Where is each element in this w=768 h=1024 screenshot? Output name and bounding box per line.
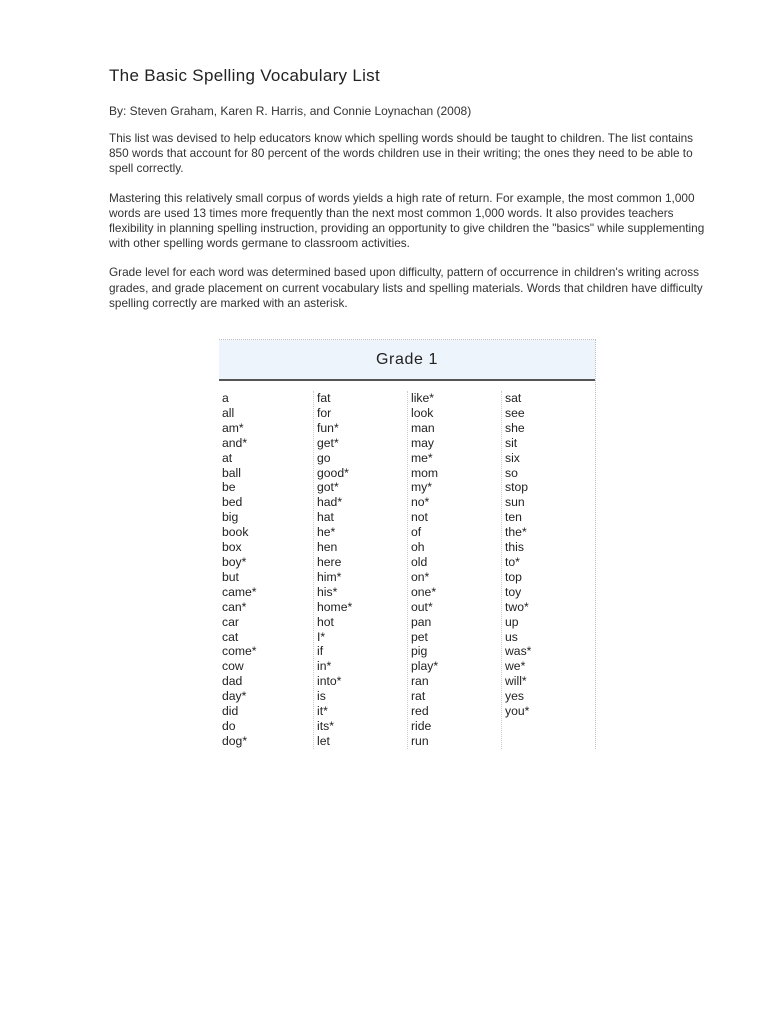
word-cell: here	[317, 554, 342, 569]
word-column	[313, 391, 407, 749]
byline: By: Steven Graham, Karen R. Harris, and Connie Loynachan (2008)	[109, 104, 472, 118]
word-cell: to*	[505, 554, 520, 569]
document-body	[109, 66, 709, 323]
word-cell: six	[505, 450, 520, 465]
word-cell: and*	[222, 435, 248, 450]
word-cell: hat	[317, 510, 334, 525]
word-cell: bed	[222, 495, 243, 510]
word-cell: dad	[222, 674, 243, 689]
word-cell: good*	[317, 465, 349, 480]
word-cell: out*	[411, 599, 433, 614]
word-cell: pet	[411, 629, 428, 644]
word-cell: can*	[222, 599, 247, 614]
word-cell: in*	[317, 659, 332, 674]
word-cell: boy*	[222, 554, 247, 569]
word-column	[219, 391, 313, 749]
word-cell: one*	[411, 584, 437, 599]
word-cell: look	[411, 405, 434, 420]
word-cell: got*	[317, 480, 339, 495]
word-cell: we*	[505, 659, 526, 674]
word-cell: big	[222, 510, 239, 525]
word-cell: cat	[222, 629, 239, 644]
word-cell: him*	[317, 569, 342, 584]
word-cell: fun*	[317, 420, 339, 435]
word-cell: rat	[411, 689, 426, 704]
word-cell: be	[222, 480, 236, 495]
word-cell: car	[222, 614, 239, 629]
intro-paragraph-2: Mastering this relatively small corpus of words yields a high rate of return. For example, the most common 1,000 words are used 13 times more frequently than the next most common 1,000 words. It also provides teachers flexibility in planning spelling instruction, providing an opportunity to give children the "basics" while supplementing with other spelling words germane to classroom activities.	[109, 190, 705, 251]
word-cell: cow	[222, 659, 244, 674]
word-cell: go	[317, 450, 331, 465]
word-cell: man	[411, 420, 435, 435]
word-cell: two*	[505, 599, 529, 614]
word-cell: if	[317, 644, 324, 659]
word-cell: box	[222, 540, 242, 555]
word-cell: I*	[317, 629, 326, 644]
word-cell: toy	[505, 584, 522, 599]
word-cell: us	[505, 629, 518, 644]
word-cell: it*	[317, 704, 328, 719]
word-cell: red	[411, 704, 429, 719]
word-cell: not	[411, 510, 428, 525]
word-cell: had*	[317, 495, 343, 510]
word-cell: see	[505, 405, 525, 420]
intro-paragraph-1: This list was devised to help educators know which spelling words should be taught to children. The list contains 850 words that account for 80 percent of the words children use in their writing; the ones they need to be able to spell correctly.	[109, 131, 694, 176]
word-cell: but	[222, 569, 239, 584]
word-cell: ten	[505, 510, 522, 525]
word-cell: pan	[411, 614, 432, 629]
intro-paragraph-3: Grade level for each word was determined based upon difficulty, pattern of occurrence in children's writing across grades, and grade placement on current vocabulary lists and spelling materials. Words that children have difficulty spelling correctly are marked with an asterisk.	[109, 265, 703, 310]
word-cell: a	[222, 391, 229, 405]
word-cell: for	[317, 405, 332, 420]
word-cell: old	[411, 554, 428, 569]
word-cell: ball	[222, 465, 241, 480]
word-cell: you*	[505, 704, 530, 719]
word-cell: hen	[317, 540, 338, 555]
word-cell: dog*	[222, 733, 248, 748]
word-cell: mom	[411, 465, 439, 480]
word-cell: no*	[411, 495, 430, 510]
word-column	[407, 391, 501, 749]
word-cell: yes	[505, 689, 524, 704]
word-cell: my*	[411, 480, 432, 495]
word-cell: up	[505, 614, 519, 629]
word-cell: book	[222, 525, 249, 540]
word-cell: come*	[222, 644, 257, 659]
table-heading	[219, 340, 595, 381]
word-cell: top	[505, 569, 522, 584]
word-cell: sat	[505, 391, 522, 405]
word-cell: me*	[411, 450, 433, 465]
word-cell: was*	[505, 644, 532, 659]
word-cell: pig	[411, 644, 428, 659]
word-cell: am*	[222, 420, 244, 435]
word-cell: the*	[505, 525, 527, 540]
word-cell: its*	[317, 718, 334, 733]
word-cell: ran	[411, 674, 429, 689]
word-cell: is	[317, 689, 326, 704]
word-cell: hot	[317, 614, 334, 629]
word-cell: get*	[317, 435, 339, 450]
word-cell: fat	[317, 391, 331, 405]
word-cell: at	[222, 450, 233, 465]
word-cell: on*	[411, 569, 430, 584]
word-cell: did	[222, 704, 239, 719]
word-cell: he*	[317, 525, 336, 540]
word-cell: ride	[411, 718, 432, 733]
word-cell: home*	[317, 599, 353, 614]
word-cell: sit	[505, 435, 518, 450]
word-column	[501, 391, 595, 749]
word-cell: she	[505, 420, 525, 435]
word-cell: day*	[222, 689, 247, 704]
word-cell: all	[222, 405, 235, 420]
word-cell: will*	[505, 674, 527, 689]
word-cell: play*	[411, 659, 439, 674]
word-cell: run	[411, 733, 429, 748]
grade-label: Grade 1	[375, 350, 438, 368]
page-title: The Basic Spelling Vocabulary List	[109, 66, 381, 85]
word-table	[219, 339, 596, 749]
word-cell: of	[411, 525, 422, 540]
word-cell: let	[317, 733, 330, 748]
word-cell: his*	[317, 584, 338, 599]
word-cell: stop	[505, 480, 529, 495]
word-cell: like*	[411, 391, 435, 405]
word-cell: came*	[222, 584, 257, 599]
word-cell: so	[505, 465, 518, 480]
word-cell: this	[505, 540, 524, 555]
word-cell: do	[222, 718, 236, 733]
word-cell: oh	[411, 540, 425, 555]
word-cell: sun	[505, 495, 525, 510]
word-cell: may	[411, 435, 435, 450]
word-columns	[219, 391, 595, 749]
word-cell: into*	[317, 674, 342, 689]
